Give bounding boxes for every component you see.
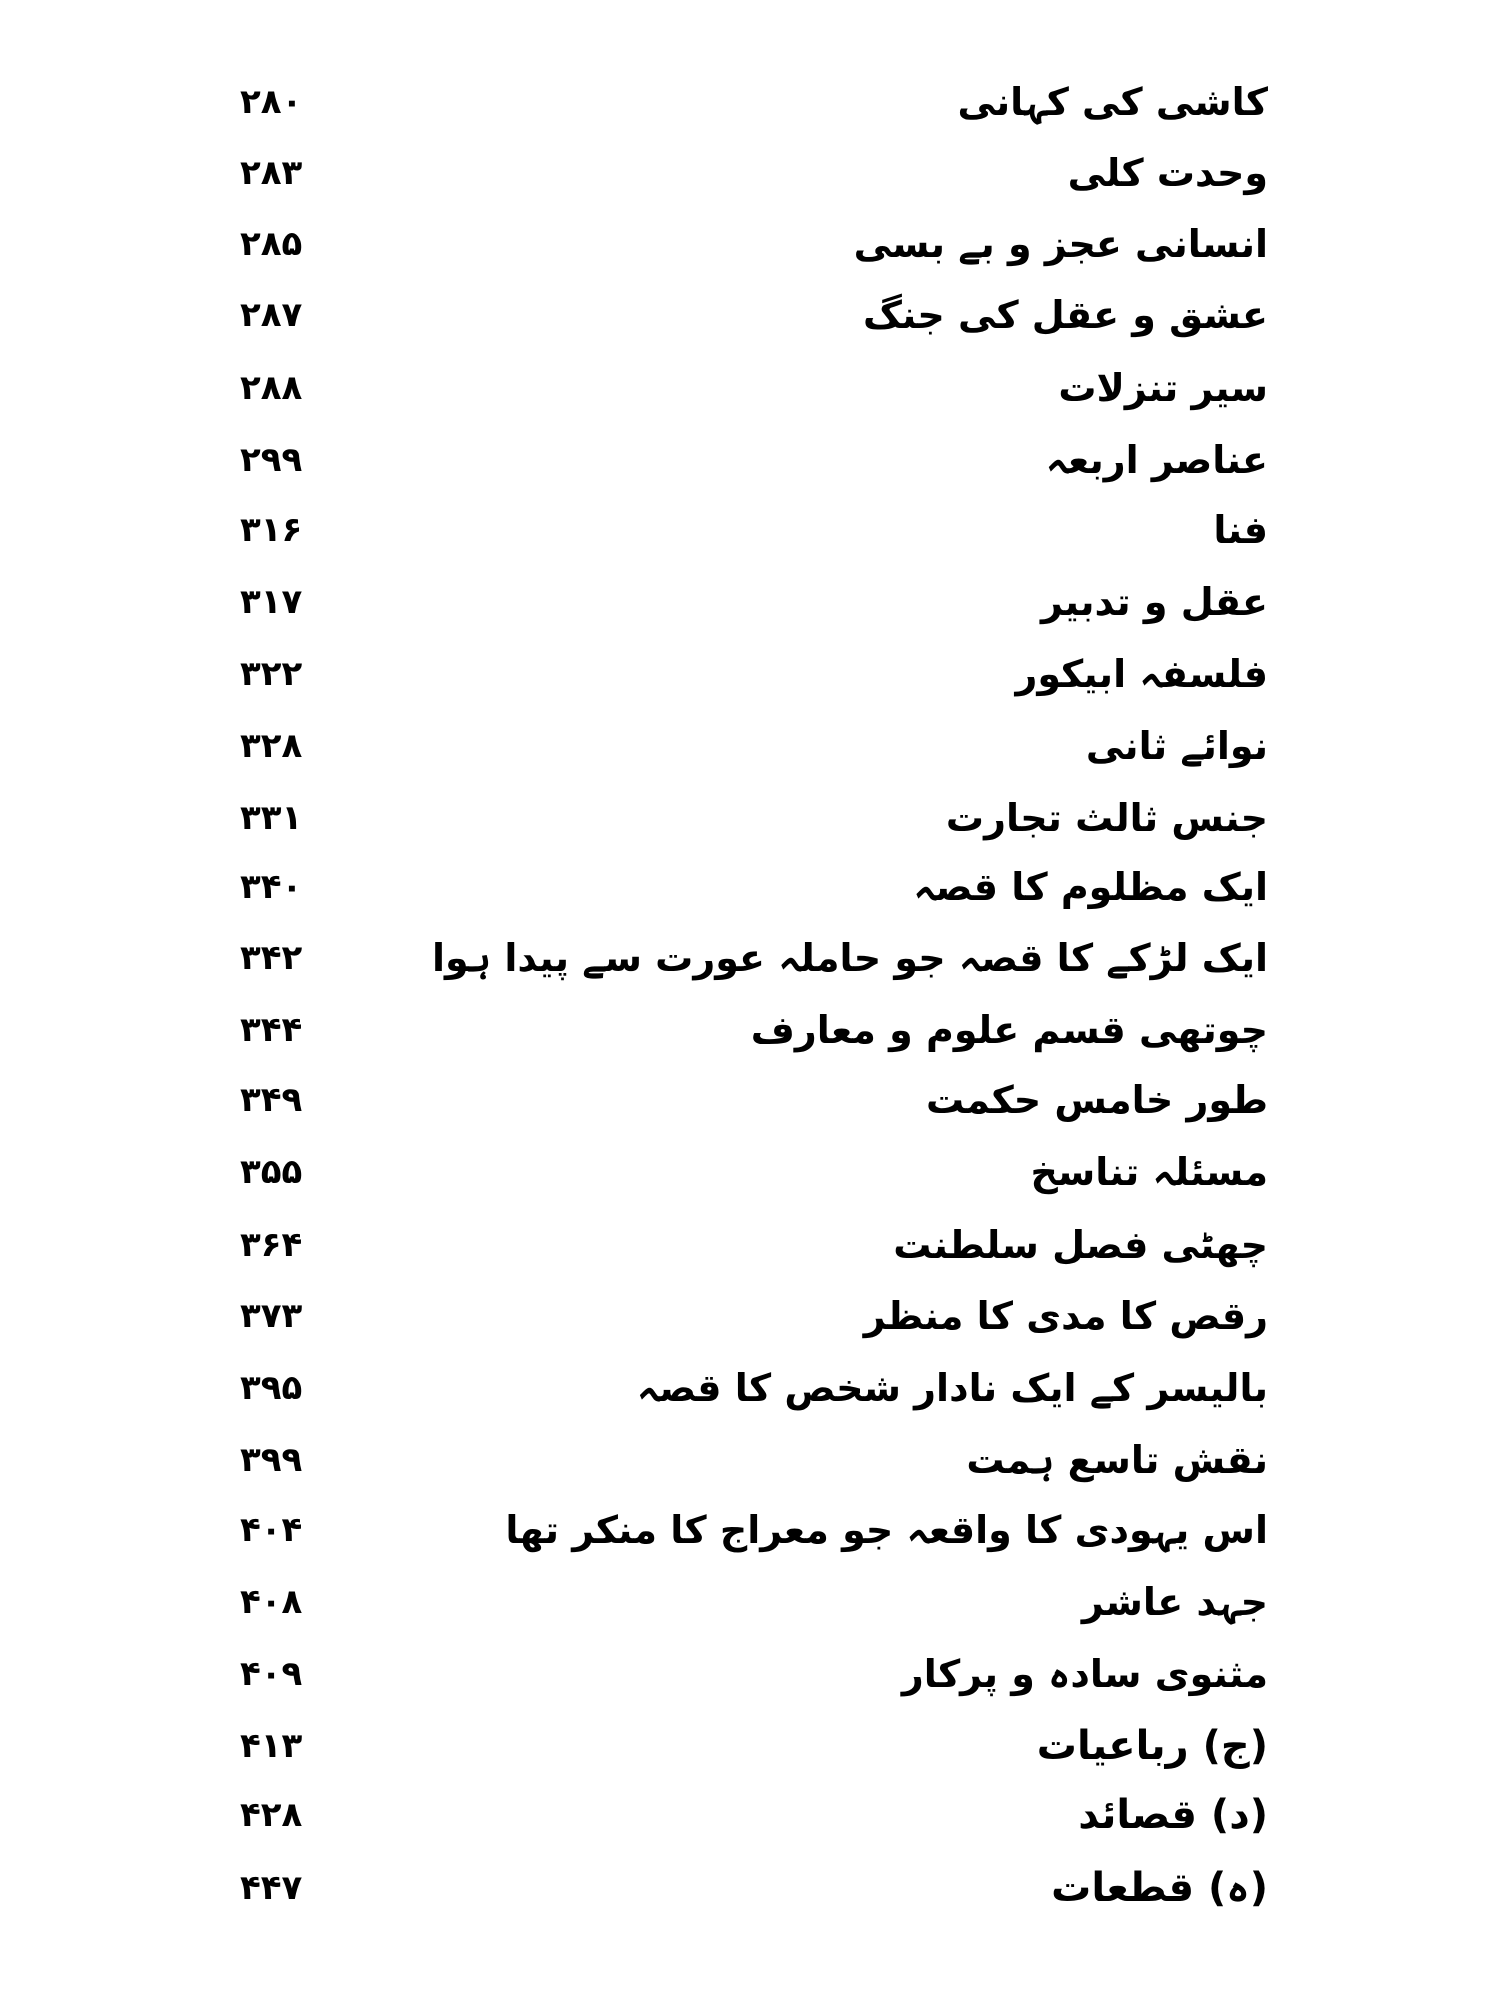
toc-entry-page: ۴۲۸ [240,1795,303,1835]
toc-entry-page: ۲۸۷ [240,295,303,335]
toc-entry-title: ایک مظلوم کا قصہ [913,865,1268,909]
toc-entry-page: ۳۴۲ [240,938,303,978]
toc-entry-page: ۲۸۳ [240,153,303,193]
toc-entry-title: (د) قصائد [1078,1792,1268,1838]
toc-entry-title: رقص کا مدی کا منظر [863,1294,1268,1338]
toc-entry-title: بالیسر کے ایک نادار شخص کا قصہ [636,1366,1268,1410]
toc-row [0,72,1500,132]
toc-row [0,1215,1500,1275]
toc-entry-page: ۲۸۰ [240,82,303,122]
toc-row [0,1430,1500,1490]
toc-entry-title: انسانی عجز و بے بسی [853,222,1268,266]
toc-entry-page: ۳۴۰ [240,867,303,907]
toc-entry-page: ۳۱۷ [240,582,303,622]
toc-entry-page: ۳۲۸ [240,726,303,766]
toc-entry-page: ۴۰۹ [240,1654,303,1694]
toc-entry-title: جہد عاشر [1081,1580,1268,1624]
toc-entry-page: ۳۲۲ [240,654,303,694]
toc-entry-title: مسئلہ تناسخ [1030,1150,1268,1194]
toc-row [0,430,1500,490]
toc-row [0,500,1500,560]
toc-section-heading [0,1858,1500,1918]
toc-row [0,1000,1500,1060]
toc-entry-page: ۴۴۷ [240,1868,303,1908]
toc-entry-page: ۳۷۳ [240,1296,303,1336]
toc-entry-page: ۲۸۵ [240,224,303,264]
toc-entry-title: عقل و تدبیر [1041,580,1268,624]
toc-entry-title: نوائے ثانی [1085,724,1268,768]
toc-entry-title: ایک لڑکے کا قصہ جو حاملہ عورت سے پیدا ہوا [431,936,1268,980]
toc-row [0,572,1500,632]
toc-entry-page: ۳۴۹ [240,1080,303,1120]
toc-entry-title: فنا [1213,508,1268,552]
toc-entry-title: وحدت کلی [1067,151,1268,195]
toc-entry-title: چھٹی فصل سلطنت [893,1223,1268,1267]
toc-entry-page: ۳۹۵ [240,1368,303,1408]
toc-row [0,358,1500,418]
toc-entry-page: ۳۴۴ [240,1010,303,1050]
toc-entry-page: ۳۱۶ [240,510,303,550]
toc-entry-title: عشق و عقل کی جنگ [863,293,1268,337]
toc-entry-title: (ج) رباعیات [1036,1723,1268,1769]
toc-entry-title: اس یہودی کا واقعہ جو معراج کا منکر تھا [505,1508,1268,1552]
toc-row [0,1358,1500,1418]
toc-entry-title: جنس ثالث تجارت [945,796,1268,840]
toc-entry-page: ۳۹۹ [240,1440,303,1480]
toc-entry-title: نقش تاسع ہمت [966,1438,1268,1482]
toc-row [0,1500,1500,1560]
toc-entry-page: ۳۵۵ [240,1152,303,1192]
toc-row [0,285,1500,345]
toc-entry-title: (ہ) قطعات [1051,1865,1268,1911]
toc-entry-title: عناصر اربعہ [1045,438,1268,482]
toc-entry-title: کاشی کی کہانی [957,80,1268,124]
toc-row [0,1142,1500,1202]
toc-entry-page: ۳۳۱ [240,798,303,838]
toc-row [0,716,1500,776]
toc-entry-title: مثنوی سادہ و پرکار [901,1652,1268,1696]
toc-entry-title: سیر تنزلات [1058,366,1268,410]
toc-section-heading [0,1785,1500,1845]
toc-row [0,1644,1500,1704]
toc-entry-title: فلسفہ ابیکور [1015,652,1268,696]
toc-row [0,1070,1500,1130]
toc-entry-page: ۴۱۳ [240,1726,303,1766]
toc-section-heading [0,1716,1500,1776]
toc-row [0,1286,1500,1346]
toc-row [0,928,1500,988]
toc-entry-page: ۴۰۸ [240,1582,303,1622]
toc-row [0,857,1500,917]
toc-entry-page: ۲۹۹ [240,440,303,480]
toc-entry-title: چوتھی قسم علوم و معارف [750,1008,1268,1052]
toc-row [0,1572,1500,1632]
toc-row [0,788,1500,848]
toc-entry-title: طور خامس حکمت [925,1078,1268,1122]
toc-entry-page: ۲۸۸ [240,368,303,408]
toc-row [0,644,1500,704]
toc-entry-page: ۴۰۴ [240,1510,303,1550]
toc-entry-page: ۳۶۴ [240,1225,303,1265]
toc-row [0,143,1500,203]
toc-row [0,214,1500,274]
